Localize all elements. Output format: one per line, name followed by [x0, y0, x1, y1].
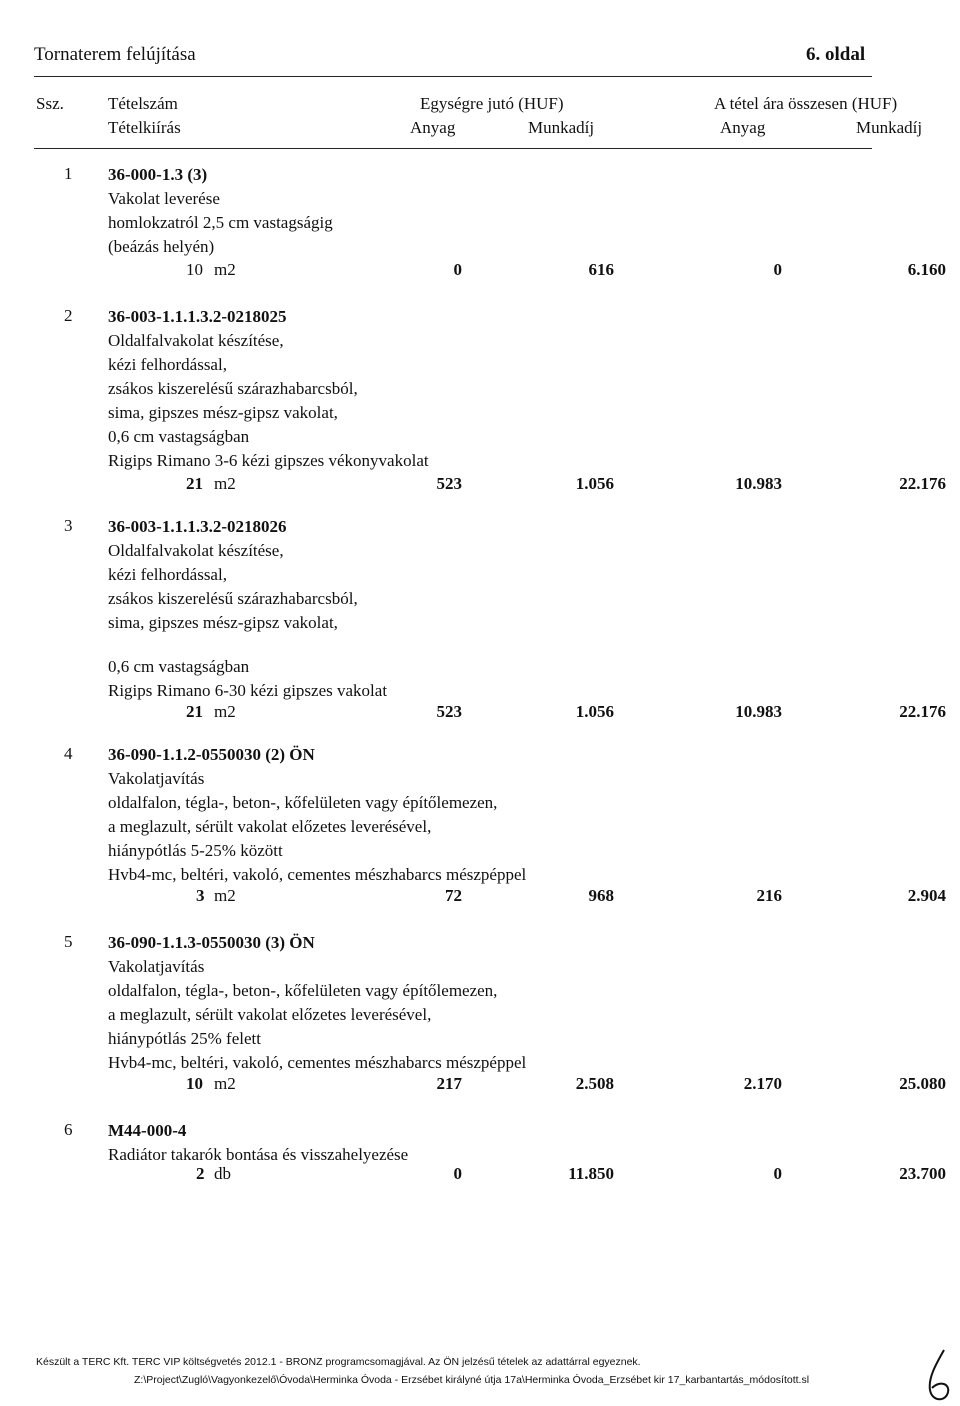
item-unit: m2 — [214, 1074, 236, 1093]
item-description-line: oldalfalon, tégla-, beton-, kőfelületen vagy építőlemezen, — [108, 981, 498, 1000]
total-material-price: 0 — [773, 260, 782, 279]
total-labor-price: 6.160 — [907, 260, 946, 279]
col-total-material: Anyag — [720, 118, 766, 137]
document-title: Tornaterem felújítása — [34, 44, 196, 65]
item-number: 4 — [64, 744, 73, 763]
item-quantity: 10 — [186, 1074, 203, 1093]
unit-labor-price: 616 — [588, 260, 614, 279]
unit-material-price: 72 — [445, 886, 462, 905]
unit-labor-price: 968 — [588, 886, 614, 905]
page-number: 6. oldal — [806, 44, 866, 65]
item-unit: m2 — [214, 474, 236, 493]
col-unit-price-group: Egységre jutó (HUF) — [420, 94, 564, 113]
item-description-line: Radiátor takarók bontása és visszahelyezése — [108, 1145, 409, 1164]
item-description-line: Vakolatjavítás — [108, 957, 205, 976]
unit-material-price: 0 — [453, 1164, 462, 1183]
item-description-line: a meglazult, sérült vakolat előzetes leverésével, — [108, 817, 432, 836]
footer-credit: Készült a TERC Kft. TERC VIP költségvetés 2012.1 - BRONZ programcsomagjával. Az ÖN jelzésű tételek az adattárral egyeznek. — [36, 1356, 641, 1368]
item-unit: db — [214, 1164, 231, 1183]
item-description-line: Rigips Rimano 6-30 kézi gipszes vakolat — [108, 681, 388, 700]
col-ssz: Ssz. — [36, 94, 64, 113]
total-material-price: 0 — [773, 1164, 782, 1183]
item-quantity: 2 — [196, 1164, 205, 1183]
footer-file-path: Z:\Project\Zugló\Vagyonkezelő\Óvoda\Herminka Óvoda - Erzsébet királyné útja 17a\Herminka Óvoda_Erzsébet kir 17_karbantartás_módosított.sl — [134, 1374, 810, 1386]
col-tetelkiiras: Tételkiírás — [108, 118, 181, 137]
item-unit: m2 — [214, 886, 236, 905]
total-labor-price: 25.080 — [899, 1074, 946, 1093]
column-header-divider — [34, 148, 872, 149]
item-quantity: 21 — [186, 702, 203, 721]
col-total-labor: Munkadíj — [856, 118, 923, 137]
item-description-line: zsákos kiszerelésű szárazhabarcsból, — [108, 379, 358, 398]
item-description-line: (beázás helyén) — [108, 237, 215, 256]
item-code: 36-000-1.3 (3) — [108, 165, 208, 184]
total-material-price: 216 — [756, 886, 782, 905]
item-description-line: Vakolatjavítás — [108, 769, 205, 788]
item-number: 5 — [64, 932, 73, 951]
item-quantity: 10 — [186, 260, 203, 279]
total-material-price: 10.983 — [735, 702, 782, 721]
item-code: M44-000-4 — [108, 1121, 187, 1140]
item-description-line: Oldalfalvakolat készítése, — [108, 331, 284, 350]
item-description-line: homlokzatról 2,5 cm vastagságig — [108, 213, 333, 232]
header-divider — [34, 76, 872, 77]
item-code: 36-003-1.1.1.3.2-0218025 — [108, 307, 287, 326]
total-labor-price: 22.176 — [899, 702, 946, 721]
total-labor-price: 22.176 — [899, 474, 946, 493]
unit-labor-price: 2.508 — [575, 1074, 614, 1093]
item-code: 36-090-1.1.2-0550030 (2) ÖN — [108, 745, 315, 764]
item-description-line: sima, gipszes mész-gipsz vakolat, — [108, 613, 338, 632]
item-quantity: 3 — [196, 886, 205, 905]
item-number: 1 — [64, 164, 73, 183]
item-description-line: Hvb4-mc, beltéri, vakoló, cementes mészhabarcs mészpéppel — [108, 865, 527, 884]
unit-material-price: 523 — [436, 474, 462, 493]
item-quantity: 21 — [186, 474, 203, 493]
item-description-line: Vakolat leverése — [108, 189, 220, 208]
item-description-line: zsákos kiszerelésű szárazhabarcsból, — [108, 589, 358, 608]
total-labor-price: 23.700 — [899, 1164, 946, 1183]
unit-material-price: 0 — [453, 260, 462, 279]
item-description-line: sima, gipszes mész-gipsz vakolat, — [108, 403, 338, 422]
handwritten-initial-signature — [922, 1346, 958, 1406]
item-description-line: Hvb4-mc, beltéri, vakoló, cementes mészhabarcs mészpéppel — [108, 1053, 527, 1072]
item-number: 2 — [64, 306, 73, 325]
unit-material-price: 523 — [436, 702, 462, 721]
item-description-line: hiánypótlás 25% felett — [108, 1029, 261, 1048]
item-code: 36-003-1.1.1.3.2-0218026 — [108, 517, 287, 536]
col-unit-material: Anyag — [410, 118, 456, 137]
item-description-line: 0,6 cm vastagságban — [108, 657, 250, 676]
item-description-line: kézi felhordással, — [108, 565, 227, 584]
unit-labor-price: 1.056 — [575, 474, 614, 493]
total-material-price: 2.170 — [743, 1074, 782, 1093]
total-material-price: 10.983 — [735, 474, 782, 493]
unit-labor-price: 11.850 — [568, 1164, 614, 1183]
item-unit: m2 — [214, 260, 236, 279]
item-description-line: a meglazult, sérült vakolat előzetes leverésével, — [108, 1005, 432, 1024]
col-tetelszam: Tételszám — [108, 94, 178, 113]
item-description-line: kézi felhordással, — [108, 355, 227, 374]
item-description-line: 0,6 cm vastagságban — [108, 427, 250, 446]
item-number: 6 — [64, 1120, 73, 1139]
unit-labor-price: 1.056 — [575, 702, 614, 721]
item-code: 36-090-1.1.3-0550030 (3) ÖN — [108, 933, 315, 952]
item-unit: m2 — [214, 702, 236, 721]
item-description-line: oldalfalon, tégla-, beton-, kőfelületen vagy építőlemezen, — [108, 793, 498, 812]
item-description-line: Rigips Rimano 3-6 kézi gipszes vékonyvakolat — [108, 451, 429, 470]
col-total-group: A tétel ára összesen (HUF) — [714, 94, 898, 113]
item-description-line: Oldalfalvakolat készítése, — [108, 541, 284, 560]
item-description-line: hiánypótlás 5-25% között — [108, 841, 283, 860]
col-unit-labor: Munkadíj — [528, 118, 595, 137]
unit-material-price: 217 — [436, 1074, 462, 1093]
item-number: 3 — [64, 516, 73, 535]
total-labor-price: 2.904 — [907, 886, 946, 905]
